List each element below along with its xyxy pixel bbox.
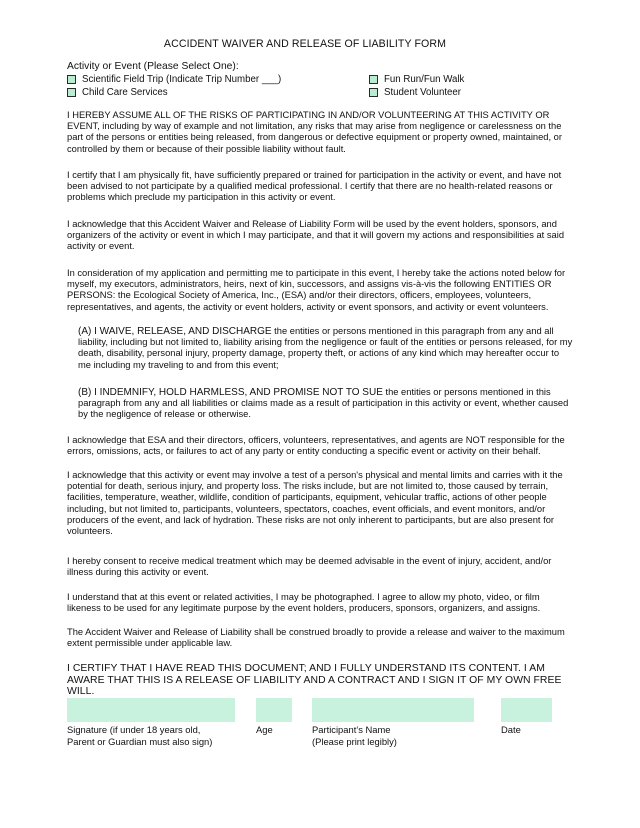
activity-heading: Activity or Event (Please Select One): (67, 61, 239, 72)
fun-run-checkbox[interactable] (369, 75, 378, 84)
form-title: ACCIDENT WAIVER AND RELEASE OF LIABILITY FORM (163, 38, 447, 50)
participant-name-label (312, 724, 397, 747)
child-care-checkbox[interactable] (67, 88, 76, 97)
fun-run-label: Fun Run/Fun Walk (384, 74, 465, 85)
participant-name-label-line1: Participant’s Name (312, 724, 391, 735)
option-student-volunteer[interactable] (369, 87, 461, 98)
signature-label-line2: Parent or Guardian must also sign) (67, 735, 213, 747)
acknowledge-form-paragraph: I acknowledge that this Accident Waiver and Release of Liability Form will be used by the event holders, sponsors, and organizers of the activity or event in which I may participate, and that it will govern my actions and responsibilities at said activity or event. (67, 219, 565, 252)
field-trip-checkbox[interactable] (67, 75, 76, 84)
assume-risks-text: I HEREBY ASSUME ALL OF THE RISKS OF PARTICIPATING IN AND/OR VOLUNTEERING AT THIS ACTIVITY OR EVENT, including by way of example and not limitation, any risks that may arise from negligence or carelessness on the part of the persons or entities being released, from dangerous or defective equipment or property owned, maintained, or controlled by them or because of their possible liability without fault. (67, 110, 562, 154)
indemnify-heading: (B) I INDEMNIFY, HOLD HARMLESS, AND PROMISE NOT TO SUE (78, 387, 383, 398)
certification-statement: I CERTIFY THAT I HAVE READ THIS DOCUMENT; AND I FULLY UNDERSTAND ITS CONTENT. I AM AWARE THAT THIS IS A RELEASE OF LIABILITY AND A CONTRACT AND I SIGN IT OF MY OWN FREE WILL. (67, 663, 562, 698)
assume-risks-paragraph (67, 110, 575, 155)
participant-name-input[interactable] (312, 698, 474, 722)
participant-name-label-line2: (Please print legibly) (312, 735, 397, 747)
age-input[interactable] (256, 698, 292, 722)
photograph-consent-paragraph: I understand that at this event or related activities, I may be photographed. I agree to allow my photo, video, or film likeness to be used for any legitimate purpose by the event holders, producers, sponsors, organizers, and assigns. (67, 592, 541, 614)
indemnify-paragraph (78, 387, 574, 421)
date-label: Date (501, 724, 521, 735)
medical-consent-paragraph: I hereby consent to receive medical treatment which may be deemed advisable in the event of injury, accident, and/or illness during this activity or event. (67, 556, 552, 578)
child-care-label: Child Care Services (82, 87, 168, 98)
physical-limits-paragraph: I acknowledge that this activity or event may involve a test of a person's physical and mental limits and carries with it the potential for death, serious injury, and property loss. The risks include, but are not limited to, those caused by terrain, facilities, temperature, weather, wildlife, condition of participants, equipment, vehicular traffic, actions of other people including, but not limited to, participants, volunteers, spectators, coaches, event officials, and event monitors, and/or producers of the event, and lack of hydration. These risks are not only inherent to participants, but are also present for volunteers. (67, 470, 563, 537)
student-volunteer-label: Student Volunteer (384, 87, 462, 98)
age-label: Age (256, 724, 273, 735)
option-child-care[interactable] (67, 87, 168, 98)
student-volunteer-checkbox[interactable] (369, 88, 378, 97)
construed-paragraph: The Accident Waiver and Release of Liability shall be construed broadly to provide a release and waiver to the maximum extent permissible under applicable law. (67, 627, 565, 649)
option-field-trip[interactable] (67, 74, 281, 85)
indemnify-text: the entities or persons mentioned in this paragraph from any and all liabilities or claims made as a result of participation in this activity or event, whether caused by the negligence of release or otherwise. (78, 387, 569, 420)
signature-label-line1: Signature (if under 18 years old, (67, 724, 201, 735)
waive-release-paragraph (78, 326, 574, 371)
waive-release-heading: (A) I WAIVE, RELEASE, AND DISCHARGE (78, 326, 272, 337)
date-input[interactable] (501, 698, 552, 722)
consideration-paragraph: In consideration of my application and permitting me to participate in this event, I hereby take the actions noted below for myself, my executors, administrators, heirs, next of kin, successors, and assigns vis-à-vis the following ENTITIES OR PERSONS: the Ecological Society of America, Inc., (ESA) and/or their directors, officers, employees, volunteers, representatives, and agents, the activity or event holders, activity or event sponsors, and activity or event volunteers. (67, 268, 566, 312)
physically-fit-paragraph: I certify that I am physically fit, have sufficiently prepared or trained for participation in the activity or event, and have not been advised to not participate by a qualified medical professional. I certify that there are no health-related reasons or problems which preclude my participation in this activity or event. (67, 170, 562, 203)
signature-input[interactable] (67, 698, 235, 722)
signature-label (67, 724, 212, 747)
field-trip-label: Scientific Field Trip (Indicate Trip Number ___) (82, 74, 282, 85)
not-responsible-paragraph: I acknowledge that ESA and their directors, officers, volunteers, representatives, and agents are NOT responsible for the errors, omissions, acts, or failures to act of any party or entity conducting a specific event or activity on their behalf. (67, 435, 565, 457)
waive-release-text: the entities or persons mentioned in this paragraph from any and all liability, including but not limited to, liability arising from the negligence or fault of the entities or persons released, for my death, disability, personal injury, property damage, property theft, or actions of any kind which may hereafter occur to me including my traveling to and from this event; (78, 326, 573, 370)
option-fun-run[interactable] (369, 74, 464, 85)
